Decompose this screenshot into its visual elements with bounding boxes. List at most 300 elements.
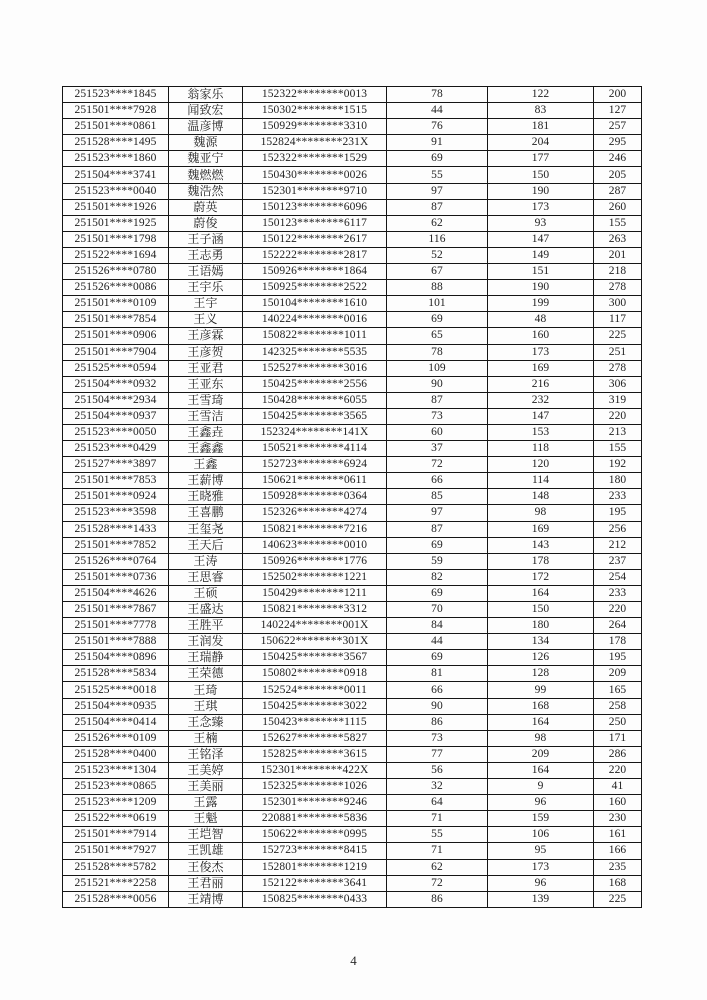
score-2-cell: 126 bbox=[488, 650, 594, 666]
score-2-cell: 9 bbox=[488, 779, 594, 795]
score-1-cell: 69 bbox=[387, 312, 488, 328]
score-1-cell: 44 bbox=[387, 103, 488, 119]
total-cell: 230 bbox=[594, 811, 642, 827]
id-number-cell: 152325********1026 bbox=[243, 779, 387, 795]
candidate-no-cell: 251501****0861 bbox=[63, 119, 169, 135]
id-number-cell: 152824********231X bbox=[243, 135, 387, 151]
score-1-cell: 90 bbox=[387, 376, 488, 392]
score-2-cell: 93 bbox=[488, 215, 594, 231]
table-row bbox=[63, 103, 642, 119]
total-cell: 225 bbox=[594, 328, 642, 344]
name-cell: 王瑞静 bbox=[169, 650, 243, 666]
id-number-cell: 152324********141X bbox=[243, 424, 387, 440]
score-2-cell: 150 bbox=[488, 167, 594, 183]
table-row bbox=[63, 392, 642, 408]
table-row bbox=[63, 312, 642, 328]
total-cell: 258 bbox=[594, 698, 642, 714]
name-cell: 王垲智 bbox=[169, 827, 243, 843]
total-cell: 237 bbox=[594, 553, 642, 569]
total-cell: 319 bbox=[594, 392, 642, 408]
table-row bbox=[63, 489, 642, 505]
candidate-no-cell: 251504****0932 bbox=[63, 376, 169, 392]
name-cell: 王润发 bbox=[169, 634, 243, 650]
candidate-no-cell: 251528****5782 bbox=[63, 859, 169, 875]
name-cell: 王魁 bbox=[169, 811, 243, 827]
total-cell: 233 bbox=[594, 489, 642, 505]
table-row bbox=[63, 183, 642, 199]
candidate-no-cell: 251501****7867 bbox=[63, 602, 169, 618]
table-row bbox=[63, 505, 642, 521]
id-number-cell: 150425********3567 bbox=[243, 650, 387, 666]
id-number-cell: 152825********3615 bbox=[243, 746, 387, 762]
score-1-cell: 97 bbox=[387, 505, 488, 521]
score-2-cell: 164 bbox=[488, 762, 594, 778]
name-cell: 王铭泽 bbox=[169, 746, 243, 762]
total-cell: 287 bbox=[594, 183, 642, 199]
id-number-cell: 150622********0995 bbox=[243, 827, 387, 843]
score-1-cell: 72 bbox=[387, 457, 488, 473]
candidate-no-cell: 251501****7914 bbox=[63, 827, 169, 843]
name-cell: 王彦霖 bbox=[169, 328, 243, 344]
id-number-cell: 152122********3641 bbox=[243, 875, 387, 891]
table-row bbox=[63, 424, 642, 440]
candidate-no-cell: 251504****0896 bbox=[63, 650, 169, 666]
total-cell: 220 bbox=[594, 602, 642, 618]
id-number-cell: 152527********3016 bbox=[243, 360, 387, 376]
name-cell: 王亚君 bbox=[169, 360, 243, 376]
id-number-cell: 150425********3022 bbox=[243, 698, 387, 714]
candidate-no-cell: 251523****3598 bbox=[63, 505, 169, 521]
candidate-no-cell: 251501****0109 bbox=[63, 296, 169, 312]
score-2-cell: 98 bbox=[488, 730, 594, 746]
table-row bbox=[63, 167, 642, 183]
id-number-cell: 152627********5827 bbox=[243, 730, 387, 746]
id-number-cell: 152301********9246 bbox=[243, 795, 387, 811]
table-row bbox=[63, 280, 642, 296]
table-row bbox=[63, 87, 642, 103]
id-number-cell: 150821********7216 bbox=[243, 521, 387, 537]
score-2-cell: 173 bbox=[488, 199, 594, 215]
name-cell: 魏亚宁 bbox=[169, 151, 243, 167]
candidate-no-cell: 251523****1860 bbox=[63, 151, 169, 167]
candidate-no-cell: 251527****3897 bbox=[63, 457, 169, 473]
name-cell: 王雪洁 bbox=[169, 408, 243, 424]
candidate-no-cell: 251504****3741 bbox=[63, 167, 169, 183]
name-cell: 闻致宏 bbox=[169, 103, 243, 119]
candidate-no-cell: 251501****7927 bbox=[63, 843, 169, 859]
id-number-cell: 152801********1219 bbox=[243, 859, 387, 875]
score-2-cell: 150 bbox=[488, 602, 594, 618]
name-cell: 王雪琦 bbox=[169, 392, 243, 408]
id-number-cell: 150430********0026 bbox=[243, 167, 387, 183]
score-1-cell: 86 bbox=[387, 714, 488, 730]
total-cell: 160 bbox=[594, 795, 642, 811]
table-row bbox=[63, 875, 642, 891]
name-cell: 王凯雄 bbox=[169, 843, 243, 859]
table-row bbox=[63, 376, 642, 392]
score-1-cell: 87 bbox=[387, 199, 488, 215]
total-cell: 264 bbox=[594, 618, 642, 634]
score-1-cell: 73 bbox=[387, 408, 488, 424]
score-1-cell: 69 bbox=[387, 650, 488, 666]
score-1-cell: 82 bbox=[387, 569, 488, 585]
table-row bbox=[63, 199, 642, 215]
table-row bbox=[63, 553, 642, 569]
score-1-cell: 64 bbox=[387, 795, 488, 811]
score-2-cell: 96 bbox=[488, 875, 594, 891]
total-cell: 178 bbox=[594, 634, 642, 650]
candidate-no-cell: 251504****2934 bbox=[63, 392, 169, 408]
score-2-cell: 169 bbox=[488, 360, 594, 376]
score-1-cell: 62 bbox=[387, 859, 488, 875]
total-cell: 246 bbox=[594, 151, 642, 167]
candidate-no-cell: 251501****7852 bbox=[63, 537, 169, 553]
table-row bbox=[63, 650, 642, 666]
id-number-cell: 150825********0433 bbox=[243, 891, 387, 907]
total-cell: 256 bbox=[594, 521, 642, 537]
name-cell: 王楠 bbox=[169, 730, 243, 746]
score-2-cell: 139 bbox=[488, 891, 594, 907]
table-row bbox=[63, 779, 642, 795]
score-2-cell: 99 bbox=[488, 682, 594, 698]
name-cell: 王琪 bbox=[169, 698, 243, 714]
table-row bbox=[63, 698, 642, 714]
name-cell: 王薪博 bbox=[169, 473, 243, 489]
total-cell: 171 bbox=[594, 730, 642, 746]
name-cell: 翁家乐 bbox=[169, 87, 243, 103]
id-number-cell: 150928********0364 bbox=[243, 489, 387, 505]
score-2-cell: 106 bbox=[488, 827, 594, 843]
candidate-no-cell: 251522****1694 bbox=[63, 247, 169, 263]
total-cell: 233 bbox=[594, 585, 642, 601]
score-2-cell: 178 bbox=[488, 553, 594, 569]
total-cell: 295 bbox=[594, 135, 642, 151]
name-cell: 王晓雅 bbox=[169, 489, 243, 505]
table-row bbox=[63, 730, 642, 746]
score-1-cell: 87 bbox=[387, 521, 488, 537]
total-cell: 200 bbox=[594, 87, 642, 103]
table-row bbox=[63, 746, 642, 762]
score-1-cell: 86 bbox=[387, 891, 488, 907]
total-cell: 254 bbox=[594, 569, 642, 585]
candidate-no-cell: 251521****2258 bbox=[63, 875, 169, 891]
name-cell: 王语嫣 bbox=[169, 264, 243, 280]
score-table-body bbox=[63, 87, 642, 908]
total-cell: 218 bbox=[594, 264, 642, 280]
name-cell: 王子涵 bbox=[169, 231, 243, 247]
score-1-cell: 77 bbox=[387, 746, 488, 762]
total-cell: 209 bbox=[594, 666, 642, 682]
score-1-cell: 71 bbox=[387, 811, 488, 827]
score-1-cell: 90 bbox=[387, 698, 488, 714]
score-2-cell: 120 bbox=[488, 457, 594, 473]
total-cell: 168 bbox=[594, 875, 642, 891]
id-number-cell: 150925********2522 bbox=[243, 280, 387, 296]
name-cell: 王靖博 bbox=[169, 891, 243, 907]
table-row bbox=[63, 634, 642, 650]
score-2-cell: 173 bbox=[488, 344, 594, 360]
total-cell: 41 bbox=[594, 779, 642, 795]
score-2-cell: 147 bbox=[488, 231, 594, 247]
score-2-cell: 118 bbox=[488, 441, 594, 457]
total-cell: 278 bbox=[594, 280, 642, 296]
table-row bbox=[63, 827, 642, 843]
id-number-cell: 140623********0010 bbox=[243, 537, 387, 553]
candidate-no-cell: 251523****0429 bbox=[63, 441, 169, 457]
candidate-no-cell: 251525****0594 bbox=[63, 360, 169, 376]
candidate-no-cell: 251504****0414 bbox=[63, 714, 169, 730]
table-row bbox=[63, 618, 642, 634]
name-cell: 王盛达 bbox=[169, 602, 243, 618]
id-number-cell: 142325********5535 bbox=[243, 344, 387, 360]
id-number-cell: 150926********1864 bbox=[243, 264, 387, 280]
candidate-no-cell: 251523****1304 bbox=[63, 762, 169, 778]
score-2-cell: 160 bbox=[488, 328, 594, 344]
id-number-cell: 150622********301X bbox=[243, 634, 387, 650]
id-number-cell: 150425********3565 bbox=[243, 408, 387, 424]
score-1-cell: 65 bbox=[387, 328, 488, 344]
candidate-no-cell: 251528****1495 bbox=[63, 135, 169, 151]
table-row bbox=[63, 215, 642, 231]
score-2-cell: 164 bbox=[488, 714, 594, 730]
score-1-cell: 72 bbox=[387, 875, 488, 891]
score-1-cell: 60 bbox=[387, 424, 488, 440]
table-row bbox=[63, 666, 642, 682]
total-cell: 257 bbox=[594, 119, 642, 135]
table-row bbox=[63, 441, 642, 457]
candidate-no-cell: 251526****0086 bbox=[63, 280, 169, 296]
score-1-cell: 56 bbox=[387, 762, 488, 778]
score-2-cell: 149 bbox=[488, 247, 594, 263]
id-number-cell: 152301********9710 bbox=[243, 183, 387, 199]
score-1-cell: 66 bbox=[387, 682, 488, 698]
id-number-cell: 152301********422X bbox=[243, 762, 387, 778]
score-1-cell: 70 bbox=[387, 602, 488, 618]
candidate-no-cell: 251526****0109 bbox=[63, 730, 169, 746]
id-number-cell: 150521********4114 bbox=[243, 441, 387, 457]
table-row bbox=[63, 328, 642, 344]
name-cell: 王涛 bbox=[169, 553, 243, 569]
name-cell: 温彦博 bbox=[169, 119, 243, 135]
score-2-cell: 114 bbox=[488, 473, 594, 489]
table-row bbox=[63, 859, 642, 875]
name-cell: 王义 bbox=[169, 312, 243, 328]
name-cell: 王胜平 bbox=[169, 618, 243, 634]
score-1-cell: 88 bbox=[387, 280, 488, 296]
table-row bbox=[63, 473, 642, 489]
table-row bbox=[63, 264, 642, 280]
name-cell: 王志勇 bbox=[169, 247, 243, 263]
score-2-cell: 216 bbox=[488, 376, 594, 392]
score-2-cell: 209 bbox=[488, 746, 594, 762]
total-cell: 192 bbox=[594, 457, 642, 473]
total-cell: 225 bbox=[594, 891, 642, 907]
score-1-cell: 116 bbox=[387, 231, 488, 247]
candidate-no-cell: 251501****7854 bbox=[63, 312, 169, 328]
score-2-cell: 153 bbox=[488, 424, 594, 440]
id-number-cell: 150428********6055 bbox=[243, 392, 387, 408]
total-cell: 235 bbox=[594, 859, 642, 875]
score-1-cell: 91 bbox=[387, 135, 488, 151]
table-row bbox=[63, 762, 642, 778]
name-cell: 王思睿 bbox=[169, 569, 243, 585]
name-cell: 王琦 bbox=[169, 682, 243, 698]
total-cell: 220 bbox=[594, 762, 642, 778]
name-cell: 王美丽 bbox=[169, 779, 243, 795]
score-1-cell: 73 bbox=[387, 730, 488, 746]
name-cell: 王彦贺 bbox=[169, 344, 243, 360]
id-number-cell: 152222********2817 bbox=[243, 247, 387, 263]
name-cell: 王美婷 bbox=[169, 762, 243, 778]
name-cell: 蔚俊 bbox=[169, 215, 243, 231]
score-1-cell: 84 bbox=[387, 618, 488, 634]
score-1-cell: 97 bbox=[387, 183, 488, 199]
candidate-no-cell: 251523****0865 bbox=[63, 779, 169, 795]
name-cell: 魏燃燃 bbox=[169, 167, 243, 183]
candidate-no-cell: 251501****7888 bbox=[63, 634, 169, 650]
total-cell: 286 bbox=[594, 746, 642, 762]
name-cell: 王天后 bbox=[169, 537, 243, 553]
score-2-cell: 98 bbox=[488, 505, 594, 521]
total-cell: 155 bbox=[594, 441, 642, 457]
id-number-cell: 150926********1776 bbox=[243, 553, 387, 569]
id-number-cell: 150822********1011 bbox=[243, 328, 387, 344]
score-1-cell: 87 bbox=[387, 392, 488, 408]
score-2-cell: 173 bbox=[488, 859, 594, 875]
total-cell: 212 bbox=[594, 537, 642, 553]
id-number-cell: 150122********2617 bbox=[243, 231, 387, 247]
score-1-cell: 101 bbox=[387, 296, 488, 312]
score-1-cell: 32 bbox=[387, 779, 488, 795]
name-cell: 魏源 bbox=[169, 135, 243, 151]
score-2-cell: 48 bbox=[488, 312, 594, 328]
name-cell: 王露 bbox=[169, 795, 243, 811]
candidate-no-cell: 251528****0400 bbox=[63, 746, 169, 762]
total-cell: 166 bbox=[594, 843, 642, 859]
table-row bbox=[63, 602, 642, 618]
table-row bbox=[63, 537, 642, 553]
score-table bbox=[62, 86, 642, 908]
score-2-cell: 168 bbox=[488, 698, 594, 714]
table-row bbox=[63, 569, 642, 585]
score-1-cell: 66 bbox=[387, 473, 488, 489]
name-cell: 魏浩然 bbox=[169, 183, 243, 199]
score-2-cell: 147 bbox=[488, 408, 594, 424]
name-cell: 王念臻 bbox=[169, 714, 243, 730]
name-cell: 王鑫 bbox=[169, 457, 243, 473]
score-1-cell: 69 bbox=[387, 151, 488, 167]
score-2-cell: 83 bbox=[488, 103, 594, 119]
id-number-cell: 152326********4274 bbox=[243, 505, 387, 521]
score-1-cell: 71 bbox=[387, 843, 488, 859]
total-cell: 251 bbox=[594, 344, 642, 360]
score-2-cell: 96 bbox=[488, 795, 594, 811]
name-cell: 王鑫鑫 bbox=[169, 441, 243, 457]
candidate-no-cell: 251501****7853 bbox=[63, 473, 169, 489]
score-1-cell: 44 bbox=[387, 634, 488, 650]
id-number-cell: 140224********0016 bbox=[243, 312, 387, 328]
total-cell: 250 bbox=[594, 714, 642, 730]
table-row bbox=[63, 457, 642, 473]
id-number-cell: 150429********1211 bbox=[243, 585, 387, 601]
score-2-cell: 190 bbox=[488, 280, 594, 296]
total-cell: 201 bbox=[594, 247, 642, 263]
score-2-cell: 128 bbox=[488, 666, 594, 682]
score-2-cell: 177 bbox=[488, 151, 594, 167]
table-row bbox=[63, 891, 642, 907]
table-row bbox=[63, 408, 642, 424]
id-number-cell: 150821********3312 bbox=[243, 602, 387, 618]
table-row bbox=[63, 795, 642, 811]
id-number-cell: 150302********1515 bbox=[243, 103, 387, 119]
score-1-cell: 69 bbox=[387, 585, 488, 601]
score-2-cell: 95 bbox=[488, 843, 594, 859]
table-row bbox=[63, 151, 642, 167]
table-row bbox=[63, 521, 642, 537]
total-cell: 213 bbox=[594, 424, 642, 440]
score-2-cell: 151 bbox=[488, 264, 594, 280]
score-2-cell: 134 bbox=[488, 634, 594, 650]
page-number: 4 bbox=[350, 953, 357, 968]
score-2-cell: 169 bbox=[488, 521, 594, 537]
total-cell: 165 bbox=[594, 682, 642, 698]
id-number-cell: 140224********001X bbox=[243, 618, 387, 634]
table-row bbox=[63, 360, 642, 376]
id-number-cell: 150123********6117 bbox=[243, 215, 387, 231]
score-1-cell: 78 bbox=[387, 344, 488, 360]
total-cell: 260 bbox=[594, 199, 642, 215]
score-2-cell: 204 bbox=[488, 135, 594, 151]
total-cell: 220 bbox=[594, 408, 642, 424]
id-number-cell: 150423********1115 bbox=[243, 714, 387, 730]
candidate-no-cell: 251501****7928 bbox=[63, 103, 169, 119]
id-number-cell: 152524********0011 bbox=[243, 682, 387, 698]
score-2-cell: 159 bbox=[488, 811, 594, 827]
id-number-cell: 220881********5836 bbox=[243, 811, 387, 827]
id-number-cell: 150104********1610 bbox=[243, 296, 387, 312]
score-2-cell: 172 bbox=[488, 569, 594, 585]
candidate-no-cell: 251504****0935 bbox=[63, 698, 169, 714]
candidate-no-cell: 251501****7778 bbox=[63, 618, 169, 634]
candidate-no-cell: 251523****1209 bbox=[63, 795, 169, 811]
id-number-cell: 150929********3310 bbox=[243, 119, 387, 135]
score-1-cell: 81 bbox=[387, 666, 488, 682]
total-cell: 161 bbox=[594, 827, 642, 843]
score-2-cell: 180 bbox=[488, 618, 594, 634]
total-cell: 127 bbox=[594, 103, 642, 119]
score-2-cell: 190 bbox=[488, 183, 594, 199]
id-number-cell: 152723********8415 bbox=[243, 843, 387, 859]
name-cell: 王荣德 bbox=[169, 666, 243, 682]
score-2-cell: 181 bbox=[488, 119, 594, 135]
candidate-no-cell: 251528****5834 bbox=[63, 666, 169, 682]
table-row bbox=[63, 135, 642, 151]
candidate-no-cell: 251528****1433 bbox=[63, 521, 169, 537]
score-1-cell: 78 bbox=[387, 87, 488, 103]
total-cell: 306 bbox=[594, 376, 642, 392]
table-row bbox=[63, 247, 642, 263]
id-number-cell: 150621********0611 bbox=[243, 473, 387, 489]
score-2-cell: 148 bbox=[488, 489, 594, 505]
score-2-cell: 232 bbox=[488, 392, 594, 408]
score-1-cell: 109 bbox=[387, 360, 488, 376]
table-row bbox=[63, 714, 642, 730]
candidate-no-cell: 251528****0056 bbox=[63, 891, 169, 907]
table-row bbox=[63, 843, 642, 859]
candidate-no-cell: 251501****1926 bbox=[63, 199, 169, 215]
id-number-cell: 150425********2556 bbox=[243, 376, 387, 392]
total-cell: 205 bbox=[594, 167, 642, 183]
